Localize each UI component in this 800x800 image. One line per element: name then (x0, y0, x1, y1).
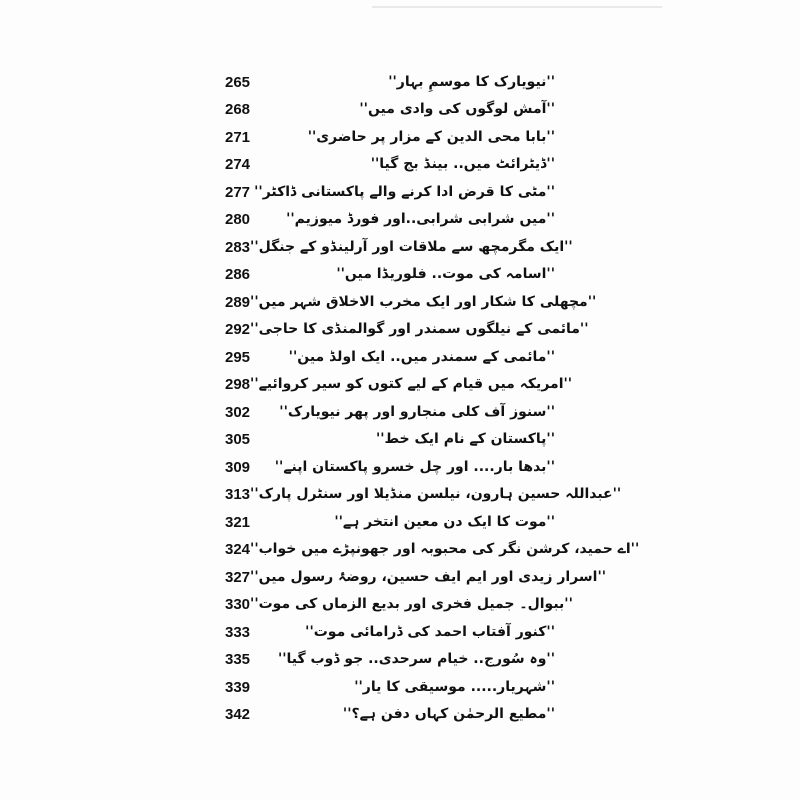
page-number: 292 (225, 320, 251, 338)
entry-title: ''وہ سُورج.. خیام سرحدی.. جو ڈوب گیا'' (277, 651, 555, 667)
page-number: 289 (225, 293, 251, 311)
entry-title: ''بدھا بار.... اور چل خسرو پاکستان اپنے'' (274, 459, 555, 475)
page-number: 274 (225, 155, 251, 173)
toc-row (225, 509, 555, 535)
entry-title: ''پاکستان کے نام ایک خط'' (375, 431, 555, 447)
page-number: 321 (225, 513, 251, 531)
entry-title: ''آمش لوگوں کی وادی میں'' (359, 101, 555, 117)
toc-row (225, 619, 555, 645)
toc-row (225, 124, 555, 150)
page-number: 330 (225, 595, 251, 613)
entry-title: ''موت کا ایک دن معین انتخر ہے'' (334, 514, 555, 530)
page-number: 335 (225, 650, 251, 668)
toc-row (225, 206, 555, 232)
page-number: 280 (225, 210, 251, 228)
toc-row (225, 96, 555, 122)
page-number: 342 (225, 705, 251, 723)
page-number: 339 (225, 678, 251, 696)
entry-title: ''ببوال۔ جمیل فخری اور بدیع الزماں کی موت'' (250, 596, 573, 612)
entry-title: ''اسامہ کی موت.. فلوریڈا میں'' (336, 266, 555, 282)
entry-title: ''مطیع الرحمٰن کہاں دفن ہے؟'' (342, 706, 555, 722)
entry-title: ''ڈیٹرائٹ میں.. بینڈ بج گیا'' (370, 156, 555, 172)
toc-row (225, 481, 622, 507)
toc-row (225, 316, 589, 342)
page-number: 283 (225, 238, 251, 256)
toc-row (225, 234, 573, 260)
entry-title: ''مائمی کے نیلگوں سمندر اور گوالمنڈی کا حاجی'' (250, 321, 589, 337)
entry-title: ''مٹی کا قرض ادا کرنے والے پاکستانی ڈاکٹر'' (254, 184, 555, 200)
page-number: 333 (225, 623, 251, 641)
toc-row (225, 591, 573, 617)
toc-row (225, 151, 555, 177)
toc-row (225, 289, 597, 315)
page-number: 305 (225, 430, 251, 448)
entry-title: ''مچھلی کا شکار اور ایک مخرب الاخلاق شہر میں'' (250, 294, 597, 310)
entry-title: ''کنور آفتاب احمد کی ڈرامائی موت'' (305, 624, 555, 640)
toc-row (225, 454, 555, 480)
page-number: 268 (225, 100, 251, 118)
page-number: 271 (225, 128, 251, 146)
page-number: 313 (225, 485, 251, 503)
entry-title: ''اے حمید، کرشن نگر کی محبوبہ اور جھونپڑے میں خواب'' (250, 541, 640, 557)
page-number: 295 (225, 348, 251, 366)
entry-title: ''اسرار زیدی اور ایم ایف حسین، روضۂ رسول میں'' (250, 569, 607, 585)
toc-row (225, 646, 555, 672)
toc-row (225, 564, 607, 590)
page-number: 309 (225, 458, 251, 476)
toc-row (225, 371, 573, 397)
entry-title: ''سنوز آف کلی منجارو اور پھر نیویارک'' (279, 404, 555, 420)
page-number: 277 (225, 183, 251, 201)
toc-row (225, 344, 555, 370)
toc-row (225, 261, 555, 287)
entry-title: ''امریکہ میں قیام کے لیے کتوں کو سیر کروائیے'' (250, 376, 573, 392)
page-number: 302 (225, 403, 251, 421)
toc-row (225, 701, 555, 727)
entry-title: ''مائمی کے سمندر میں.. ایک اولڈ مین'' (288, 349, 555, 365)
toc-row (225, 399, 555, 425)
entry-title: ''نیویارک کا موسمِ بہار'' (388, 74, 555, 90)
toc-row (225, 536, 640, 562)
entry-title: ''بابا محی الدین کے مزار پر حاضری'' (307, 129, 555, 145)
page-number: 324 (225, 540, 251, 558)
page-number: 298 (225, 375, 251, 393)
toc-row (225, 674, 555, 700)
toc-row (225, 179, 555, 205)
page-number: 327 (225, 568, 251, 586)
entry-title: ''میں شرابی شرابی..اور فورڈ میوزیم'' (286, 211, 555, 227)
entry-title: ''شہریار..... موسیقی کا یار'' (354, 679, 555, 695)
page-number: 286 (225, 265, 251, 283)
entry-title: ''عبداللہ حسین ہارون، نیلسن منڈیلا اور سنٹرل پارک'' (250, 486, 622, 502)
entry-title: ''ایک مگرمچھ سے ملاقات اور آرلینڈو کے جنگل'' (250, 239, 573, 255)
toc-row (225, 426, 555, 452)
page-number: 265 (225, 73, 251, 91)
toc-row (225, 69, 555, 95)
